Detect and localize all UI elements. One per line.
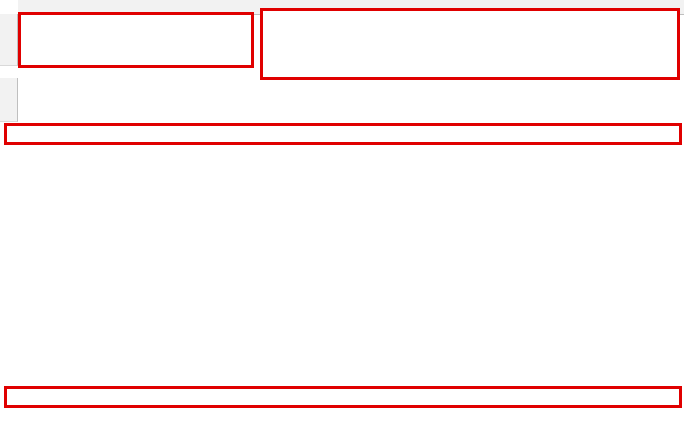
annotation-banner	[260, 8, 680, 80]
title-highlight-box	[18, 12, 254, 68]
row-number[interactable]	[0, 14, 18, 66]
external-debt-highlight-box	[4, 386, 682, 408]
row-number[interactable]	[0, 78, 18, 122]
deficit-highlight-box	[4, 123, 682, 145]
